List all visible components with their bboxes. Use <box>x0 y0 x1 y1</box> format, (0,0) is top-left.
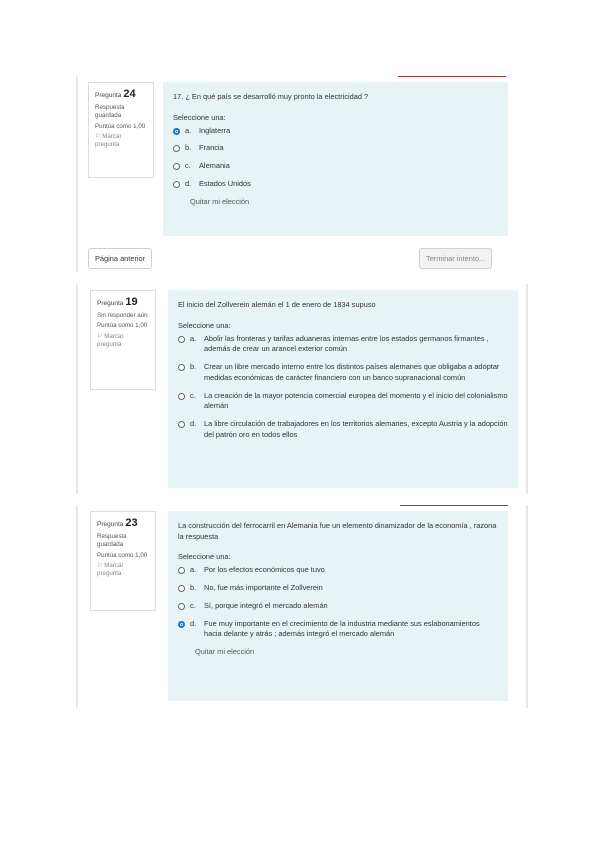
flag-question-link[interactable]: ⚐ Marcar pregunta <box>95 132 122 149</box>
panel-left-border <box>76 76 78 272</box>
panel-left-border <box>76 284 78 494</box>
option-b[interactable]: b. Francia <box>173 143 498 154</box>
accent-line <box>400 505 508 506</box>
accent-line <box>398 76 506 77</box>
flag-question-link[interactable]: ⚐ Marcar pregunta <box>97 332 124 348</box>
option-d[interactable]: d. Fue muy importante en el crecimiento de la industria mediante sus eslabonamientos hacia delante y atrás ; además integró el mercado alemán <box>178 619 498 640</box>
radio-button[interactable] <box>173 145 180 152</box>
question-status: Respuesta guardada <box>95 103 125 120</box>
clear-choice-link[interactable]: Quitar mi elección <box>195 647 255 657</box>
radio-button[interactable] <box>178 393 185 400</box>
flag-icon: ⚐ <box>97 332 105 340</box>
flag-question-link[interactable]: ⚐ Marcar pregunta <box>97 561 124 578</box>
radio-button[interactable] <box>173 163 180 170</box>
panel-left-border <box>76 505 78 708</box>
option-c[interactable]: c. Sí, porque integró el mercado alemán <box>178 601 498 612</box>
panel-right-border <box>526 505 528 708</box>
select-prompt: Seleccione una: <box>178 320 231 330</box>
question-content <box>163 82 508 236</box>
finish-attempt-button[interactable]: Terminar intento... <box>419 248 492 269</box>
clear-choice-link[interactable]: Quitar mi elección <box>190 196 250 206</box>
option-c[interactable]: c. La creación de la mayor potencia comercial europea del momento y el inicio del colonialismo alemán <box>178 391 508 412</box>
question-status: Respuesta guardada <box>97 532 127 549</box>
question-info-box <box>90 511 156 611</box>
question-number: Pregunta 24 <box>95 88 136 100</box>
option-c[interactable]: c. Alemania <box>173 161 498 172</box>
flag-icon: ⚐ <box>97 561 105 569</box>
radio-selected[interactable] <box>178 621 185 628</box>
flag-icon: ⚐ <box>95 132 103 140</box>
radio-button[interactable] <box>178 585 185 592</box>
question-number: Pregunta 19 <box>97 296 138 308</box>
option-d[interactable]: d. Estados Unidos <box>173 179 498 190</box>
question-score: Puntúa como 1,00 <box>97 322 148 330</box>
select-prompt: Seleccione una: <box>173 112 226 122</box>
radio-button[interactable] <box>178 336 185 343</box>
radio-button[interactable] <box>178 603 185 610</box>
radio-selected[interactable] <box>173 128 180 135</box>
question-text: El inicio del Zollverein alemán el 1 de enero de 1834 supuso <box>178 300 376 309</box>
option-a[interactable]: a. Inglaterra <box>173 126 498 137</box>
question-content <box>168 290 518 488</box>
question-text: 17. ¿ En qué país se desarrolló muy pronto la electricidad ? <box>173 92 369 101</box>
option-a[interactable]: a. Por los efectos económicos que tuvo <box>178 565 498 576</box>
previous-page-button[interactable]: Página anterior <box>88 248 152 269</box>
option-a[interactable]: a. Abolir las fronteras y tarifas aduaneras internas entre los estados germanos firmantes , además de crear un arancel exterior común <box>178 334 508 355</box>
option-b[interactable]: b. Crear un libre mercado interno entre los distintos países alemanes que obligaba a adoptar medidas económicas de carácter financiero con un banco supranacional común <box>178 362 508 383</box>
question-19-panel <box>76 284 528 494</box>
radio-button[interactable] <box>178 364 185 371</box>
question-score: Puntúa como 1,00 <box>95 122 146 130</box>
radio-button[interactable] <box>173 181 180 188</box>
radio-button[interactable] <box>178 567 185 574</box>
question-24-panel <box>76 76 518 272</box>
question-content <box>168 511 508 701</box>
option-b[interactable]: b. No, fue más importante el Zollverein <box>178 583 498 594</box>
option-d[interactable]: d. La libre circulación de trabajadores en los territorios alemanes, excepto Austria y la adopción del patrón oro en todos ellos <box>178 419 508 440</box>
select-prompt: Seleccione una: <box>178 552 231 562</box>
question-number: Pregunta 23 <box>97 517 138 529</box>
question-info-box <box>88 82 154 178</box>
panel-right-border <box>526 284 528 494</box>
radio-button[interactable] <box>178 421 185 428</box>
question-status: Sin responder aún <box>97 311 148 319</box>
question-23-panel <box>76 505 528 708</box>
question-score: Puntúa como 1,00 <box>97 551 148 559</box>
question-info-box <box>90 290 156 390</box>
question-text: La construcción del ferrocarril en Alemania fue un elemento dinamizador de la economía , razona la respuesta <box>178 521 497 541</box>
